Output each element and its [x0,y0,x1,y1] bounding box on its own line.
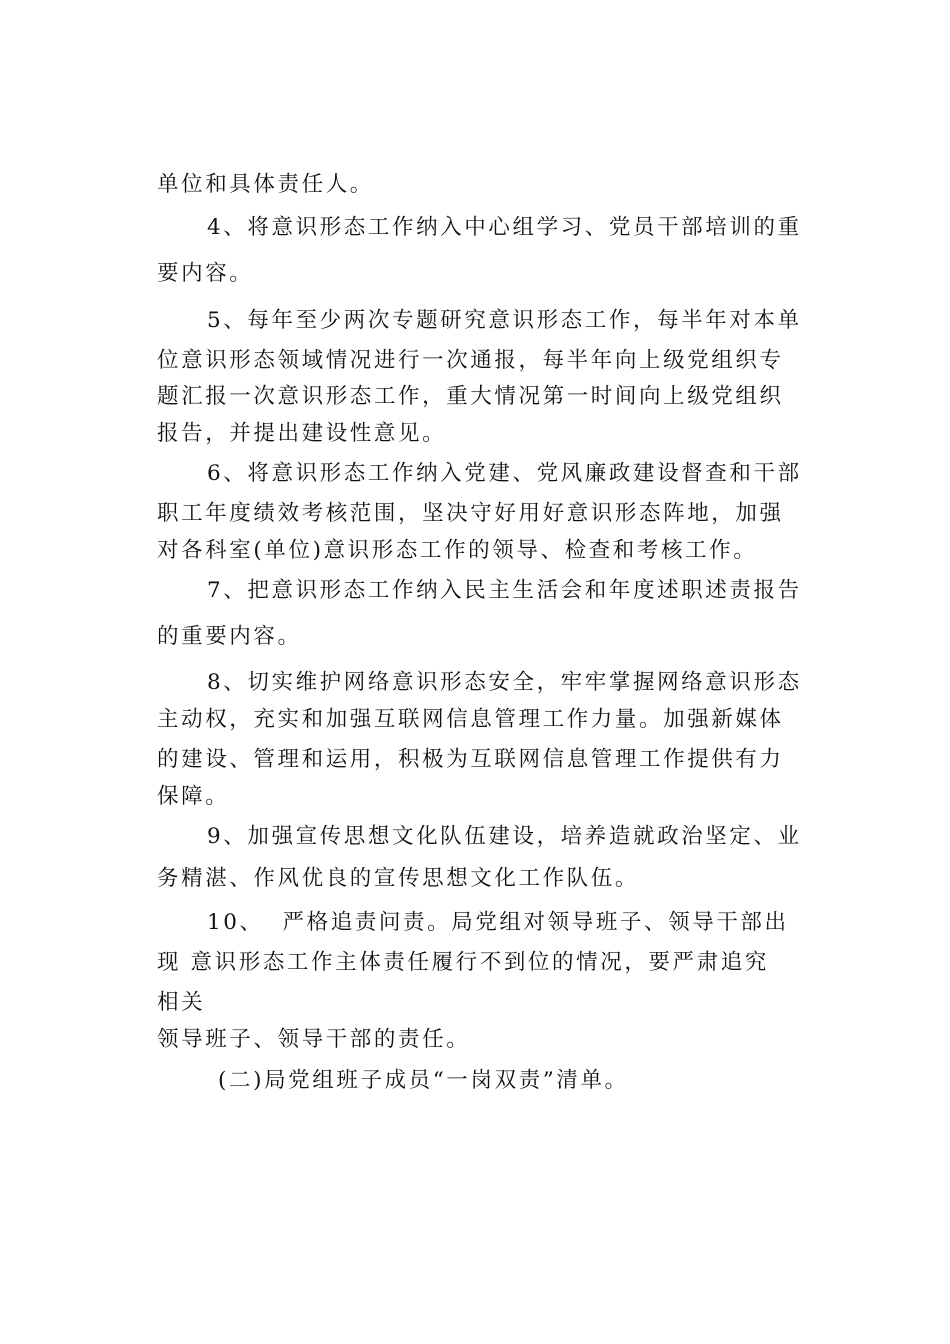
section-heading: (二)局党组班子成员“一岗双责”清单。 [218,1068,629,1093]
text-line: 现 意识形态工作主体责任履行不到位的情况，要严肃追究 [157,950,769,975]
text-line: 领导班子、领导干部的责任。 [157,1027,471,1052]
text-line: 10、 严格追责问责。局党组对领导班子、领导干部出 [207,910,789,935]
text-line: 的重要内容。 [157,624,302,649]
text-line: 单位和具体责任人。 [157,172,374,197]
text-line: 9、加强宣传思想文化队伍建设，培养造就政治坚定、业 [207,824,802,849]
text-line: 位意识形态领域情况进行一次通报，每半年向上级党组织专 [157,348,784,373]
text-line: 报告，并提出建设性意见。 [157,421,447,446]
text-line: 8、切实维护网络意识形态安全，牢牢掌握网络意识形态 [207,670,802,695]
text-line: 要内容。 [157,261,254,286]
text-line: 7、把意识形态工作纳入民主生活会和年度述职述责报告 [207,578,802,603]
text-line: 主动权，充实和加强互联网信息管理工作力量。加强新媒体 [157,707,784,732]
text-line: 务精湛、作风优良的宣传思想文化工作队伍。 [157,866,640,891]
text-line: 5、每年至少两次专题研究意识形态工作，每半年对本单 [207,308,802,333]
text-line: 相关 [157,990,206,1015]
text-line: 6、将意识形态工作纳入党建、党风廉政建设督查和干部 [207,461,802,486]
text-line: 题汇报一次意识形态工作，重大情况第一时间向上级党组织 [157,384,784,409]
text-line: 的建设、管理和运用，积极为互联网信息管理工作提供有力 [157,747,784,772]
text-line: 职工年度绩效考核范围，坚决守好用好意识形态阵地，加强 [157,501,784,526]
text-line: 保障。 [157,784,230,809]
text-line: 4、将意识形态工作纳入中心组学习、党员干部培训的重 [207,215,802,240]
text-line: 对各科室(单位)意识形态工作的领导、检查和考核工作。 [157,538,758,563]
